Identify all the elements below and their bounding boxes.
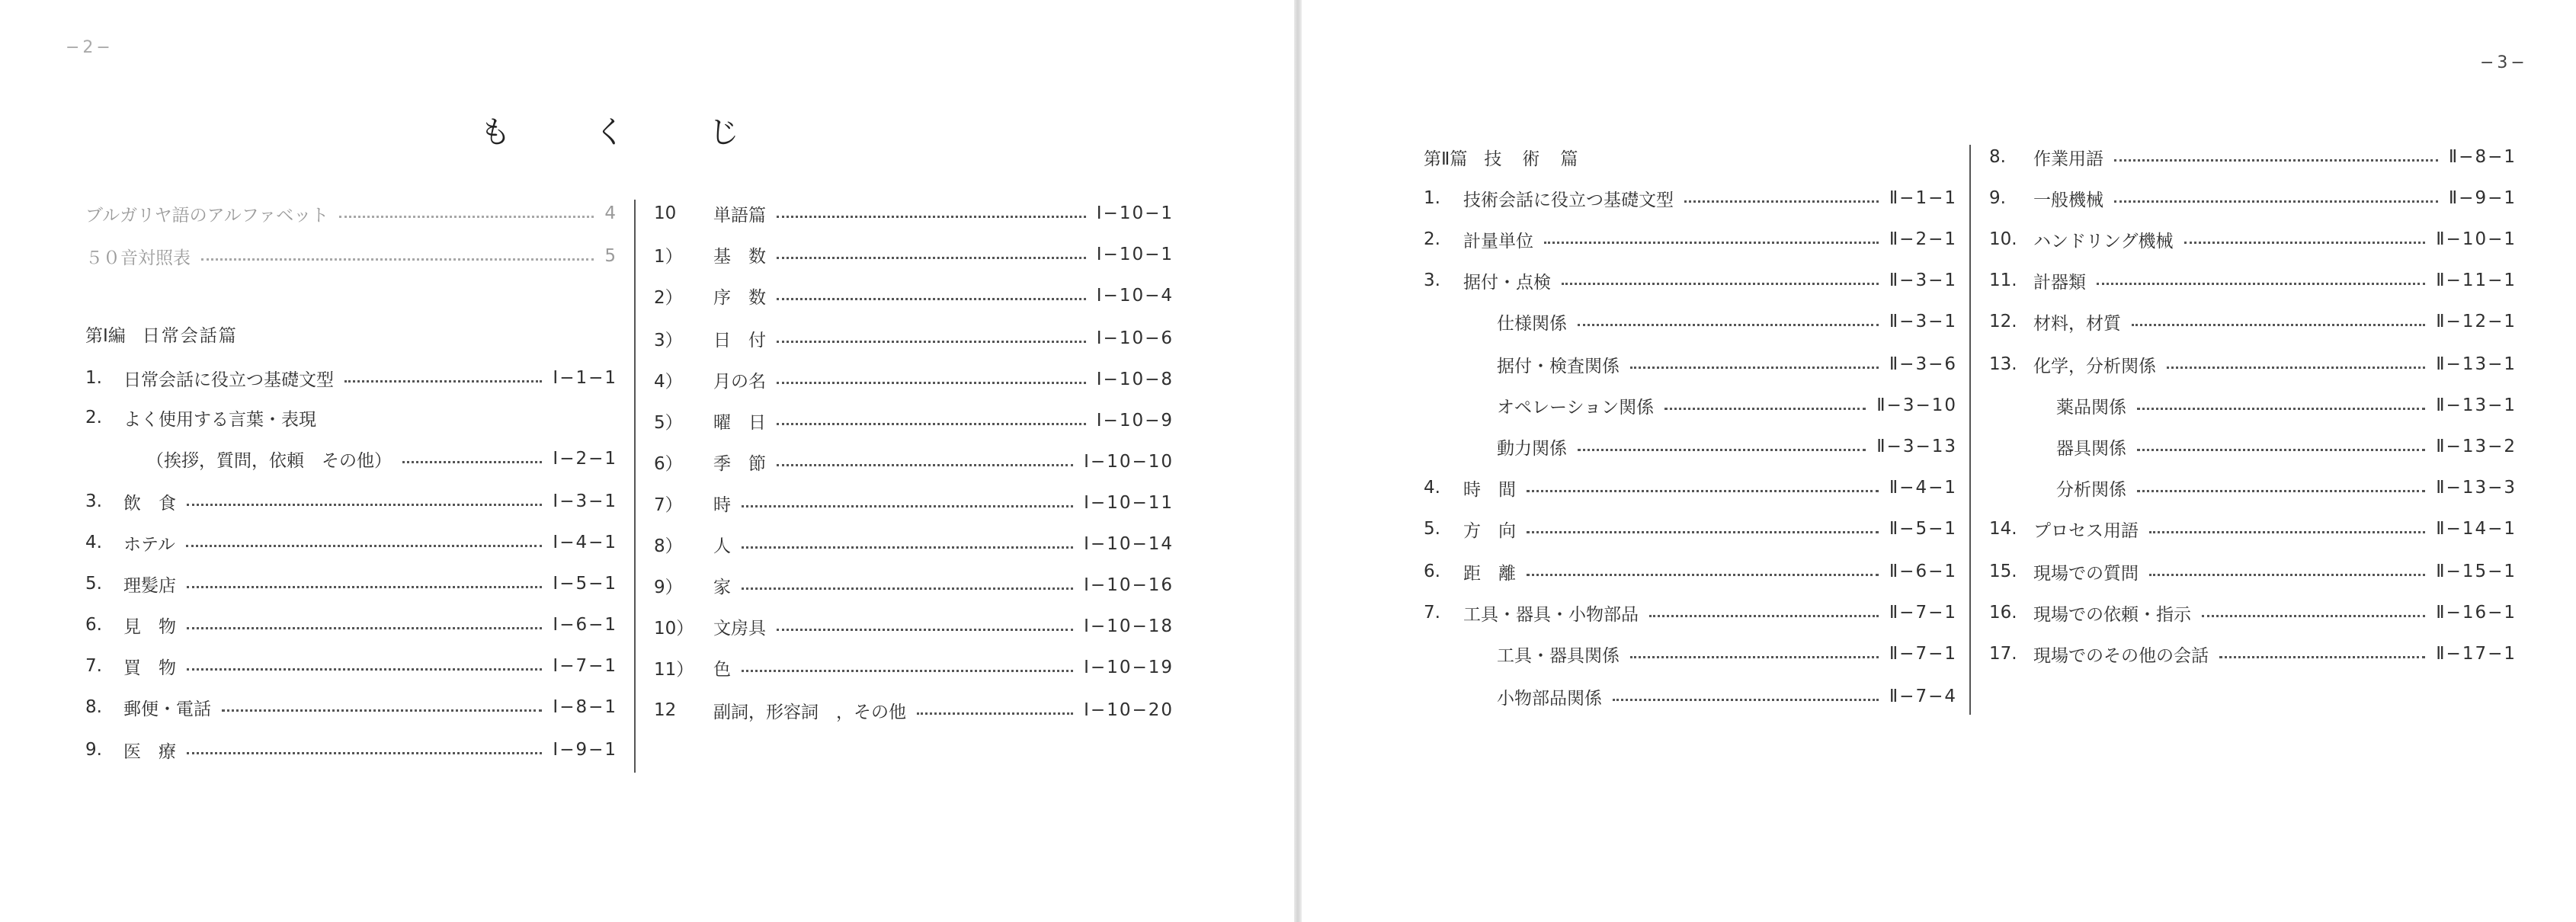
toc-entry-number: 3. xyxy=(85,491,102,511)
toc-entry-number: 4） xyxy=(654,371,683,392)
toc-dot-leader xyxy=(187,627,542,629)
toc-entry-number: 第Ⅱ篇 xyxy=(1424,149,1468,169)
toc-entry xyxy=(1989,558,2517,585)
toc-section-heading xyxy=(85,320,617,347)
toc-dot-leader xyxy=(2137,408,2425,410)
toc-dot-leader xyxy=(344,380,542,383)
toc-entry xyxy=(1424,184,1957,212)
toc-entry-title: 人 xyxy=(713,536,731,556)
toc-entry-number: 4. xyxy=(1424,478,1440,498)
toc-entry xyxy=(654,654,1174,681)
toc-entry-title: ハンドリング機械 xyxy=(2033,231,2174,251)
toc-page-reference: Ⅰ−3−1 xyxy=(553,491,617,511)
toc-entry xyxy=(85,529,617,556)
toc-entry xyxy=(1497,392,1957,419)
toc-dot-leader xyxy=(2167,367,2425,369)
toc-entry-number: 第Ⅰ編 xyxy=(85,325,126,346)
toc-page-reference: Ⅰ−10−6 xyxy=(1096,328,1174,348)
toc-entry-number: 7） xyxy=(654,495,683,515)
toc-dot-leader xyxy=(2219,656,2425,658)
toc-entry-number: 3） xyxy=(654,330,683,351)
toc-entry-title: 器具関係 xyxy=(2056,438,2126,459)
toc-entry-title: 方 向 xyxy=(1463,520,1516,541)
toc-page-reference: Ⅱ−3−13 xyxy=(1876,437,1957,456)
toc-entry-number: 12. xyxy=(1989,312,2017,331)
left-column-divider xyxy=(634,200,636,773)
toc-entry-number: 12 xyxy=(654,700,677,720)
toc-entry xyxy=(1989,599,2517,626)
toc-entry xyxy=(85,693,617,721)
toc-entry-number: 1. xyxy=(1424,188,1440,208)
toc-entry-title: 動力関係 xyxy=(1497,438,1567,459)
toc-dot-leader xyxy=(187,504,542,506)
toc-entry-number: 15. xyxy=(1989,562,2017,581)
toc-page-reference: Ⅱ−13−1 xyxy=(2436,354,2517,374)
toc-page-reference: Ⅱ−3−1 xyxy=(1889,271,1957,290)
toc-entry-number: 8. xyxy=(85,697,102,717)
toc-entry-title: 薬品関係 xyxy=(2056,397,2126,418)
toc-entry-title: 作業用語 xyxy=(2033,149,2103,169)
toc-entry xyxy=(1989,308,2517,335)
toc-dot-leader xyxy=(1664,408,1866,410)
toc-entry-number: 11. xyxy=(1989,271,2017,290)
toc-entry-title: 一般機械 xyxy=(2033,190,2103,210)
toc-entry-number: 7. xyxy=(1424,603,1440,623)
toc-dot-leader xyxy=(777,341,1086,343)
toc-dot-leader xyxy=(1649,615,1879,617)
toc-page-reference: Ⅰ−2−1 xyxy=(553,449,617,469)
toc-dot-leader xyxy=(777,382,1086,384)
toc-entry-number: 6. xyxy=(1424,562,1440,581)
toc-entry-number: 16. xyxy=(1989,603,2017,623)
toc-entry xyxy=(654,571,1174,599)
toc-dot-leader xyxy=(777,464,1073,466)
toc-entry-title: 副詞，形容詞 ，その他 xyxy=(713,702,906,722)
toc-entry-number: 4. xyxy=(85,533,102,552)
toc-entry-number: 6. xyxy=(85,615,102,635)
toc-page-reference: 4 xyxy=(604,203,617,223)
toc-entry xyxy=(1497,308,1957,335)
toc-page-reference: Ⅰ−8−1 xyxy=(553,697,617,717)
toc-entry-number: 13. xyxy=(1989,354,2017,374)
toc-entry-number: 9） xyxy=(654,577,683,597)
toc-entry xyxy=(85,364,617,392)
toc-page-reference: Ⅱ−3−6 xyxy=(1889,354,1957,374)
toc-entry-title: 基 数 xyxy=(713,246,766,267)
toc-entry-title: 時 xyxy=(713,495,731,515)
toc-page-reference: Ⅱ−15−1 xyxy=(2436,562,2517,581)
toc-dot-leader xyxy=(1578,324,1879,326)
toc-entry-title: 計器類 xyxy=(2033,272,2086,293)
toc-entry-title: 医 療 xyxy=(123,741,176,762)
toc-entry xyxy=(85,200,617,227)
toc-entry xyxy=(1424,558,1957,585)
toc-dot-leader xyxy=(2114,200,2438,203)
toc-page-reference: Ⅱ−13−1 xyxy=(2436,395,2517,415)
toc-entry xyxy=(654,200,1174,227)
toc-entry xyxy=(654,489,1174,517)
toc-page-reference: Ⅱ−16−1 xyxy=(2436,603,2517,623)
toc-entry-title: 色 xyxy=(713,659,731,680)
toc-page-reference: Ⅰ−10−18 xyxy=(1084,616,1174,636)
toc-entry xyxy=(85,242,617,270)
toc-page-reference: Ⅰ−1−1 xyxy=(553,368,617,388)
toc-entry-title: 小物部品関係 xyxy=(1497,688,1602,709)
toc-entry xyxy=(1989,640,2517,667)
toc-entry-title: 工具・器具関係 xyxy=(1497,645,1620,666)
toc-entry-number: 5. xyxy=(1424,519,1440,539)
toc-entry-title: 技術会話に役立つ基礎文型 xyxy=(1463,190,1674,210)
toc-page-reference: Ⅰ−10−8 xyxy=(1096,370,1174,389)
toc-entry xyxy=(654,448,1174,475)
toc-entry xyxy=(654,407,1174,434)
toc-entry-title: 分析関係 xyxy=(2056,479,2126,500)
toc-entry-number: 8. xyxy=(1989,147,2006,167)
toc-page-reference: Ⅱ−13−2 xyxy=(2436,437,2517,456)
toc-page-reference: Ⅱ−3−10 xyxy=(1876,395,1957,415)
toc-dot-leader xyxy=(1562,283,1879,285)
toc-dot-leader xyxy=(2184,242,2426,244)
toc-entry xyxy=(85,652,617,680)
toc-entry-title: 飲 食 xyxy=(123,493,176,514)
toc-page-reference: Ⅰ−10−20 xyxy=(1084,700,1174,720)
toc-entry-title: よく使用する言葉・表現 xyxy=(123,409,316,430)
toc-entry xyxy=(1424,267,1957,294)
toc-dot-leader xyxy=(777,216,1086,218)
toc-entry xyxy=(654,241,1174,268)
toc-entry-title: 日常会話篇 xyxy=(142,325,238,346)
toc-dot-leader xyxy=(1578,449,1866,451)
toc-dot-leader xyxy=(2114,159,2438,162)
toc-entry-number: 1） xyxy=(654,246,683,267)
toc-page-reference: Ⅱ−4−1 xyxy=(1889,478,1957,498)
toc-page-reference: Ⅱ−14−1 xyxy=(2436,519,2517,539)
toc-entry-title: 化学，分析関係 xyxy=(2033,356,2156,376)
toc-dot-leader xyxy=(222,709,542,712)
toc-page-reference: Ⅰ−5−1 xyxy=(553,574,617,594)
toc-entry-number: 11） xyxy=(654,659,694,680)
toc-entry-title: プロセス用語 xyxy=(2033,520,2139,541)
toc-entry xyxy=(654,696,1174,724)
toc-entry xyxy=(85,736,617,764)
toc-dot-leader xyxy=(339,216,594,218)
toc-page-reference: Ⅰ−10−19 xyxy=(1084,658,1174,677)
toc-dot-leader xyxy=(186,545,543,547)
toc-dot-leader xyxy=(742,670,1073,672)
toc-entry xyxy=(2056,392,2517,419)
toc-entry xyxy=(85,570,617,597)
toc-entry xyxy=(1497,433,1957,460)
toc-entry-number: 2） xyxy=(654,287,683,308)
toc-dot-leader xyxy=(2097,283,2425,285)
toc-entry-number: 3. xyxy=(1424,271,1440,290)
toc-entry-title: 日 付 xyxy=(713,330,766,351)
toc-dot-leader xyxy=(1527,574,1879,576)
toc-dot-leader xyxy=(1613,699,1879,701)
toc-entry xyxy=(1424,599,1957,626)
toc-entry xyxy=(85,404,617,431)
toc-dot-leader xyxy=(1630,656,1879,658)
toc-dot-leader xyxy=(1527,531,1879,533)
toc-entry xyxy=(146,445,617,472)
toc-page-reference: Ⅱ−10−1 xyxy=(2436,229,2517,249)
toc-page-reference: Ⅱ−9−1 xyxy=(2448,188,2517,208)
toc-page-reference: Ⅱ−7−4 xyxy=(1889,687,1957,706)
toc-entry xyxy=(1989,226,2517,253)
toc-page-reference: Ⅰ−10−9 xyxy=(1096,411,1174,431)
toc-page-reference: Ⅰ−10−16 xyxy=(1084,575,1174,595)
right-page xyxy=(1302,0,2576,922)
toc-entry-title: 工具・器具・小物部品 xyxy=(1463,604,1639,625)
toc-entry-title: 季 節 xyxy=(713,453,766,474)
toc-dot-leader xyxy=(2137,449,2425,451)
toc-entry xyxy=(654,530,1174,558)
toc-page-reference: Ⅰ−10−11 xyxy=(1084,493,1174,513)
toc-page-reference: Ⅱ−2−1 xyxy=(1889,229,1957,249)
toc-section-heading xyxy=(1424,143,1957,171)
toc-dot-leader xyxy=(777,423,1086,425)
toc-entry-title: 技 術 篇 xyxy=(1484,149,1580,169)
toc-entry-title: （挨拶，質問，依頼 その他） xyxy=(146,450,392,471)
toc-entry xyxy=(1989,351,2517,378)
toc-entry xyxy=(1424,226,1957,253)
toc-page-reference: Ⅱ−5−1 xyxy=(1889,519,1957,539)
toc-dot-leader xyxy=(742,505,1073,507)
toc-entry-number: 2. xyxy=(1424,229,1440,249)
toc-entry xyxy=(654,282,1174,309)
toc-entry-title: 現場での質問 xyxy=(2033,563,2139,584)
toc-dot-leader xyxy=(1684,200,1879,203)
toc-entry-title: 郵便・電話 xyxy=(123,699,211,719)
toc-entry xyxy=(1497,640,1957,667)
toc-dot-leader xyxy=(742,587,1073,590)
toc-entry xyxy=(1989,515,2517,543)
toc-entry xyxy=(1989,184,2517,212)
toc-dot-leader xyxy=(187,668,542,671)
toc-page-reference: Ⅰ−10−10 xyxy=(1084,452,1174,472)
toc-page-reference: Ⅱ−13−3 xyxy=(2436,478,2517,498)
toc-entry-title: 据付・検査関係 xyxy=(1497,356,1620,376)
toc-entry-title: 材料，材質 xyxy=(2033,313,2121,334)
toc-dot-leader xyxy=(2149,574,2425,576)
toc-entry-title: 月の名 xyxy=(713,371,766,392)
toc-entry-title: 序 数 xyxy=(713,287,766,308)
toc-page-reference: Ⅰ−4−1 xyxy=(553,533,617,552)
toc-entry-title: オペレーション関係 xyxy=(1497,397,1655,418)
left-page-number: −2− xyxy=(66,38,114,57)
page-title: もくじ xyxy=(480,115,823,150)
right-page-number: −3− xyxy=(2480,53,2528,72)
toc-entry xyxy=(654,325,1174,352)
toc-entry-number: 1. xyxy=(85,368,102,388)
toc-entry-title: 時 間 xyxy=(1463,479,1516,500)
toc-entry-title: 仕様関係 xyxy=(1497,313,1567,334)
toc-entry-title: 据付・点検 xyxy=(1463,272,1551,293)
toc-entry xyxy=(85,611,617,639)
toc-dot-leader xyxy=(187,586,542,588)
toc-entry-number: 2. xyxy=(85,408,102,427)
toc-entry-number: 10. xyxy=(1989,229,2017,249)
toc-dot-leader xyxy=(777,629,1073,631)
toc-entry-number: 5. xyxy=(85,574,102,594)
toc-entry-number: 7. xyxy=(85,656,102,676)
toc-page-reference: Ⅱ−1−1 xyxy=(1889,188,1957,208)
toc-page-reference: Ⅰ−6−1 xyxy=(553,615,617,635)
toc-entry-number: 10） xyxy=(654,618,694,639)
toc-page-reference: Ⅰ−7−1 xyxy=(553,656,617,676)
toc-entry-title: 距 離 xyxy=(1463,563,1516,584)
toc-entry-title: 単語篇 xyxy=(713,205,766,226)
toc-entry-title: 現場での依頼・指示 xyxy=(2033,604,2191,625)
toc-dot-leader xyxy=(1527,490,1879,492)
toc-entry xyxy=(1497,351,1957,378)
toc-page-reference: Ⅱ−7−1 xyxy=(1889,644,1957,664)
toc-page-reference: Ⅱ−17−1 xyxy=(2436,644,2517,664)
toc-dot-leader xyxy=(2137,490,2425,492)
toc-entry-title: ホテル xyxy=(123,534,175,555)
toc-entry xyxy=(1424,474,1957,501)
toc-page-reference: Ⅰ−10−1 xyxy=(1096,203,1174,223)
toc-entry-title: 現場でのその他の会話 xyxy=(2033,645,2209,666)
toc-entry xyxy=(654,613,1174,640)
book-gutter xyxy=(1294,0,1302,922)
toc-entry-title: 日常会話に役立つ基礎文型 xyxy=(123,370,334,390)
toc-dot-leader xyxy=(1630,367,1879,369)
toc-entry-title: 家 xyxy=(713,577,731,597)
toc-entry-title: ５０音対照表 xyxy=(85,248,191,268)
toc-page-reference: Ⅱ−11−1 xyxy=(2436,271,2517,290)
toc-dot-leader xyxy=(1544,242,1879,244)
toc-entry xyxy=(2056,474,2517,501)
toc-dot-leader xyxy=(742,546,1073,549)
toc-entry-number: 6） xyxy=(654,453,683,474)
toc-entry xyxy=(1497,683,1957,710)
toc-dot-leader xyxy=(2149,531,2425,533)
toc-page-reference: Ⅰ−9−1 xyxy=(553,740,617,760)
toc-entry-number: 9. xyxy=(85,740,102,760)
toc-entry-number: 10 xyxy=(654,203,677,223)
toc-dot-leader xyxy=(2132,324,2425,326)
toc-dot-leader xyxy=(777,298,1086,300)
toc-page-reference: Ⅱ−3−1 xyxy=(1889,312,1957,331)
toc-entry-title: 曜 日 xyxy=(713,412,766,433)
toc-entry-number: 14. xyxy=(1989,519,2017,539)
toc-page-reference: Ⅱ−7−1 xyxy=(1889,603,1957,623)
toc-entry-title: 買 物 xyxy=(123,658,176,678)
toc-entry xyxy=(654,366,1174,393)
toc-entry-title: 見 物 xyxy=(123,616,176,637)
toc-entry-title: 計量単位 xyxy=(1463,231,1533,251)
toc-entry-title: 理髪店 xyxy=(123,575,176,596)
toc-dot-leader xyxy=(402,461,542,463)
toc-page-reference: Ⅰ−10−14 xyxy=(1084,534,1174,554)
right-column-divider xyxy=(1969,145,1971,715)
toc-entry xyxy=(85,488,617,515)
toc-entry-number: 5） xyxy=(654,412,683,433)
toc-entry-number: 17. xyxy=(1989,644,2017,664)
toc-entry xyxy=(1424,515,1957,543)
toc-page-reference: 5 xyxy=(604,246,617,266)
toc-page-reference: Ⅰ−10−4 xyxy=(1096,286,1174,306)
toc-entry-number: 8） xyxy=(654,536,683,556)
toc-entry-number: 9. xyxy=(1989,188,2006,208)
toc-entry xyxy=(1989,267,2517,294)
toc-entry xyxy=(2056,433,2517,460)
toc-entry-title: 文房具 xyxy=(713,618,766,639)
toc-entry-title: ブルガリヤ語のアルファベット xyxy=(85,205,329,226)
toc-page-reference: Ⅰ−10−1 xyxy=(1096,245,1174,264)
toc-page-reference: Ⅱ−12−1 xyxy=(2436,312,2517,331)
toc-dot-leader xyxy=(201,258,594,261)
toc-entry xyxy=(1989,143,2517,171)
toc-dot-leader xyxy=(2202,615,2425,617)
toc-dot-leader xyxy=(187,752,542,754)
toc-page-reference: Ⅱ−6−1 xyxy=(1889,562,1957,581)
toc-dot-leader xyxy=(777,257,1086,259)
toc-dot-leader xyxy=(917,712,1073,715)
toc-page-reference: Ⅱ−8−1 xyxy=(2448,147,2517,167)
